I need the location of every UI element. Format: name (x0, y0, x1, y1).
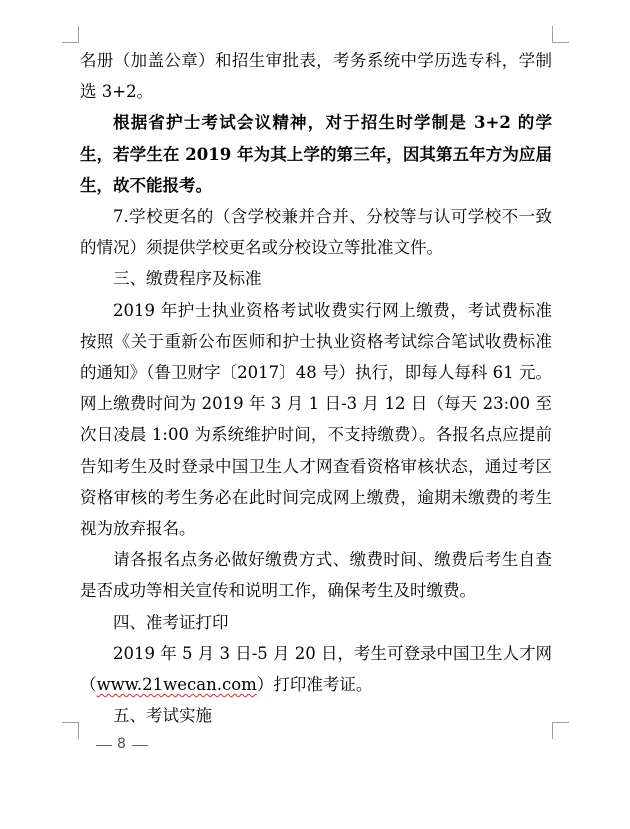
paragraph-continuation: 名册（加盖公章）和招生审批表，考务系统中学历选专科，学制选 3+2。 (80, 51, 552, 102)
section-heading-exam-implementation: 五、考试实施 (113, 706, 212, 726)
crop-mark-top-left (62, 26, 79, 43)
page-number: 8 (117, 736, 126, 752)
footer-dash-right (132, 745, 148, 746)
crop-mark-bottom-left (62, 722, 79, 739)
paragraph-admission-ticket-tail: ）打印准考证。 (256, 675, 373, 695)
paragraph-bold-notice: 根据省护士考试会议精神，对于招生时学制是 3+2 的学生，若学生在 2019 年为其上学的第三年，因其第五年方为应届生，故不能报考。 (80, 113, 552, 195)
paragraph-admission-ticket (80, 638, 552, 700)
website-link[interactable]: www.21wecan.com (96, 675, 257, 695)
footer-dash-left (96, 745, 112, 746)
paragraph-admission-ticket-text: 2019 年 5 月 3 日-5 月 20 日，考生可登录中国卫生人才网（ (80, 643, 553, 695)
paragraph-fee-details: 2019 年护士执业资格考试收费实行网上缴费，考试费标准按照《关于重新公布医师和护士执业资格考试综合笔试收费标准的通知》（鲁卫财字〔2017〕48 号）执行，即每人每科 61 元。网上缴费时间为 2019 年 3 月 1 日-3 月 12 日（每天 23:00 至次日凌晨 1:00 为系统维护时间，不支持缴费）。各报名点应提前告知考生及时登录中国卫生人才网查看资格审核状态，通过考区资格审核的考生务必在此时间完成网上缴费，逾期未缴费的考生视为放弃报名。 (80, 300, 552, 539)
crop-mark-top-right (552, 26, 569, 43)
paragraph-fee-publicity: 请各报名点务必做好缴费方式、缴费时间、缴费后考生自查是否成功等相关宣传和说明工作，确保考生及时缴费。 (80, 550, 552, 601)
paragraph-item-7: 7.学校更名的（含学校兼并合并、分校等与认可学校不一致的情况）须提供学校更名或分校设立等批准文件。 (80, 207, 552, 258)
section-heading-fees: 三、缴费程序及标准 (113, 269, 262, 289)
section-heading-admission-ticket: 四、准考证打印 (113, 612, 229, 632)
document-body (80, 45, 552, 731)
crop-mark-bottom-right (552, 722, 569, 739)
